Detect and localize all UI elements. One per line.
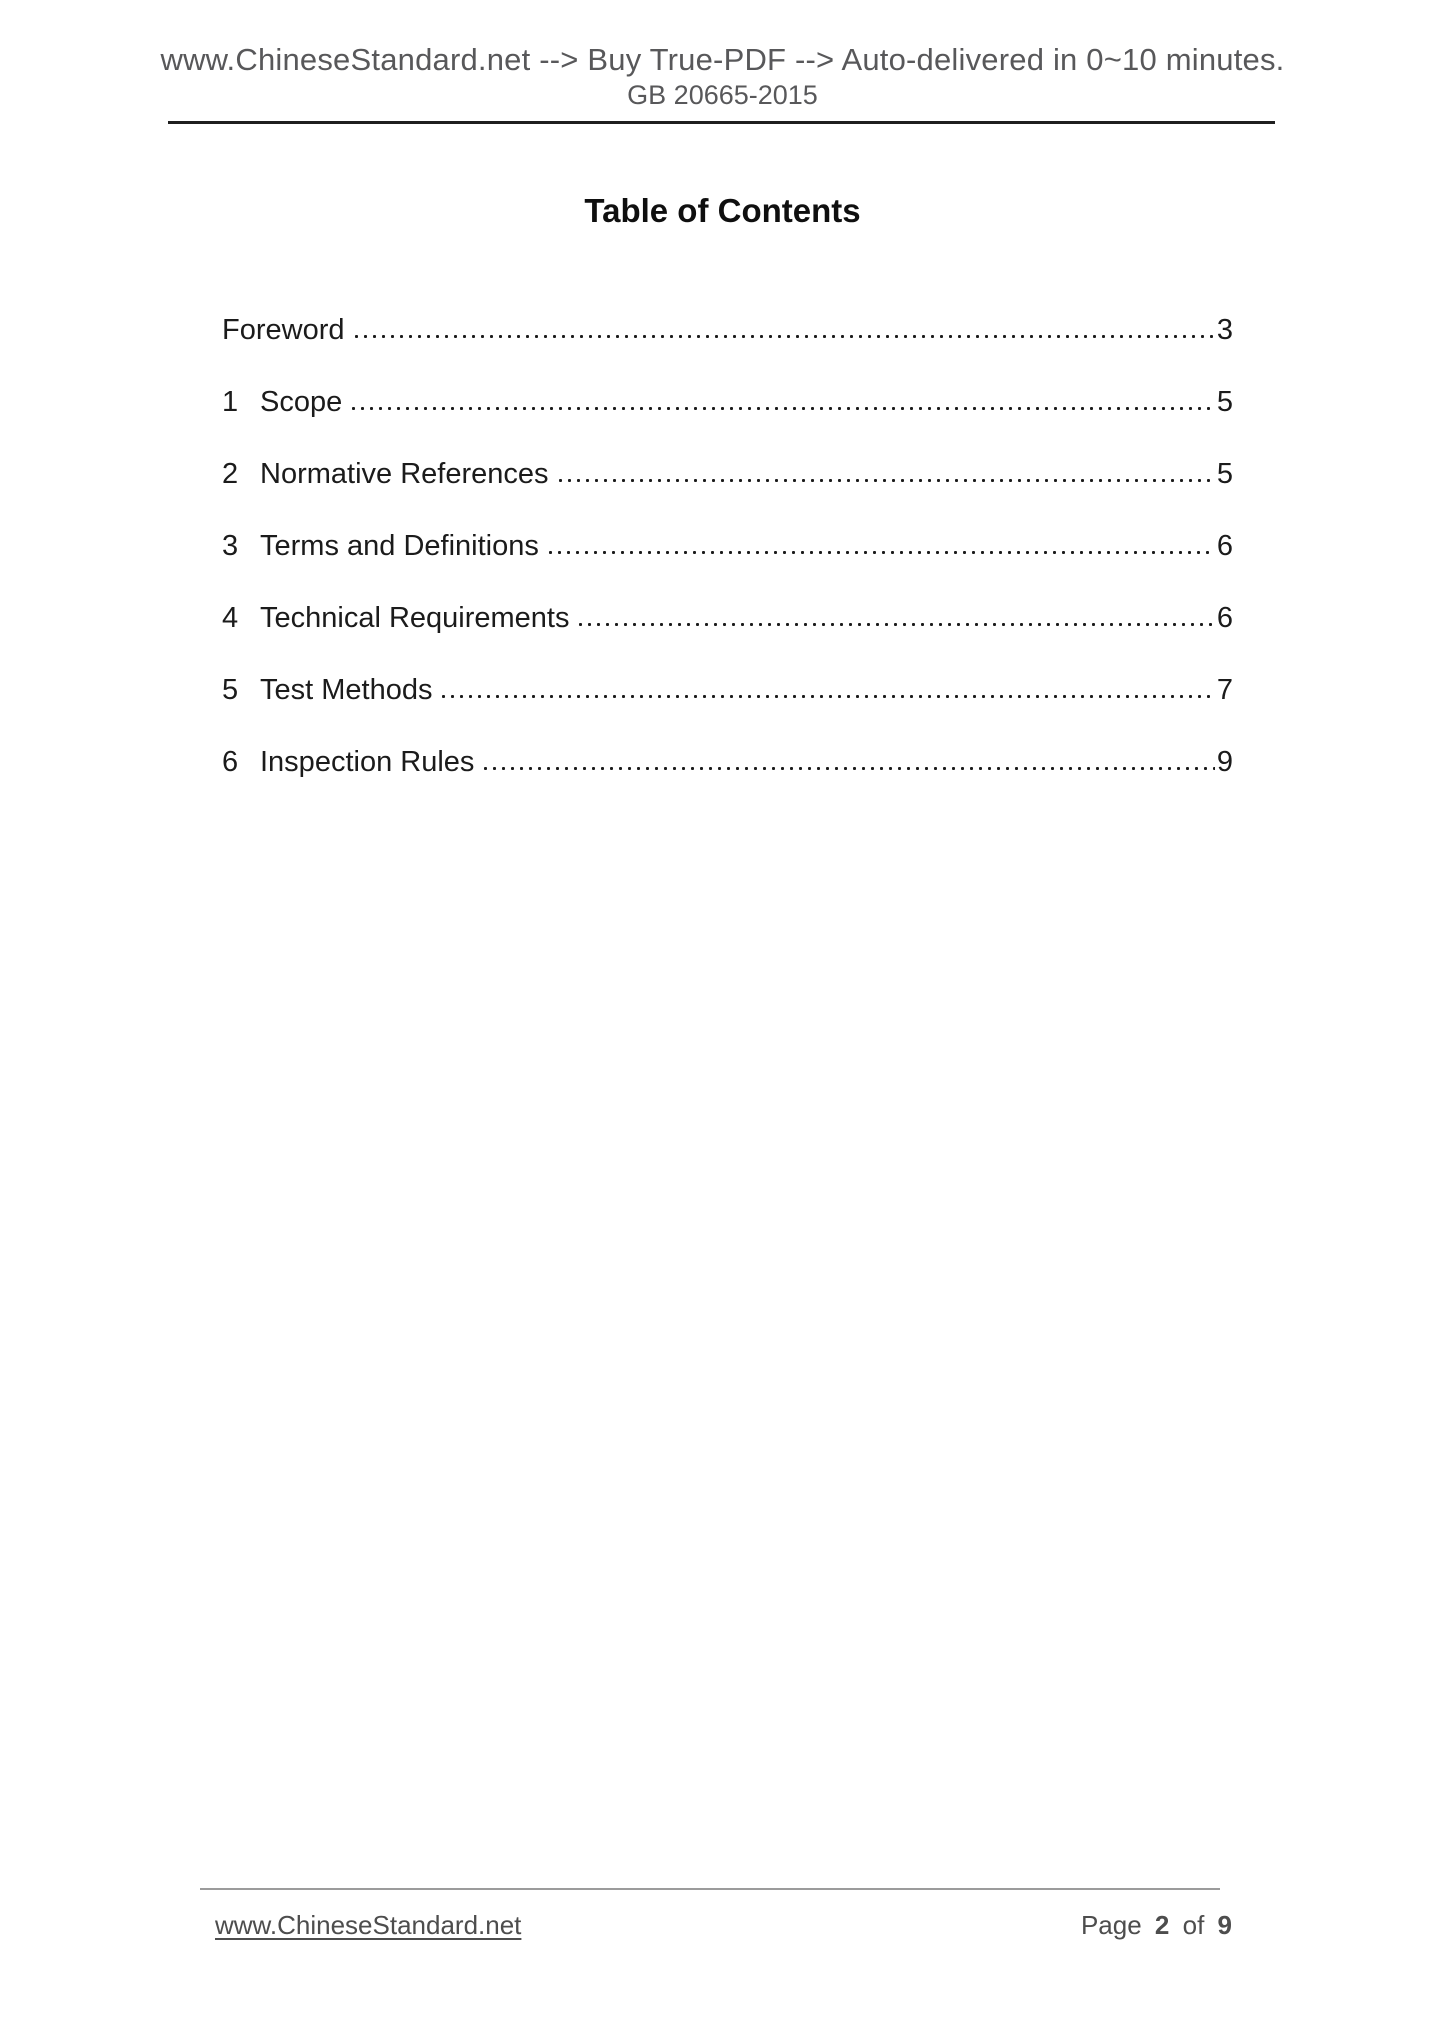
footer-site-link[interactable]: www.ChineseStandard.net	[215, 1910, 522, 1940]
footer-divider	[200, 1888, 1220, 1890]
standard-code: GB 20665-2015	[627, 80, 818, 110]
toc-section-number: 3	[222, 530, 239, 562]
toc-page-number: 3	[1216, 314, 1233, 346]
page-indicator-total: 9	[1217, 1910, 1232, 1940]
toc-section-number: 6	[222, 746, 239, 778]
dot-leader	[439, 694, 1214, 699]
page-indicator-prefix: Page	[1080, 1910, 1142, 1940]
page-title: Table of Contents	[584, 192, 861, 229]
dot-leader	[546, 550, 1215, 555]
toc-row[interactable]	[222, 744, 1233, 780]
toc-row[interactable]	[222, 456, 1233, 492]
toc-row[interactable]	[222, 528, 1233, 564]
toc-entry-label: Normative References	[260, 458, 549, 490]
toc-entry-label: Test Methods	[260, 674, 433, 706]
toc-page-number: 9	[1216, 746, 1233, 778]
toc-page-number: 5	[1216, 386, 1233, 418]
toc-page-number: 7	[1216, 674, 1233, 706]
toc-row[interactable]	[222, 384, 1233, 420]
page-indicator	[1081, 1910, 1232, 1941]
dot-leader	[352, 334, 1215, 339]
header-promo-text: www.ChineseStandard.net --> Buy True-PDF --> Auto-delivered in 0~10 minutes.	[160, 42, 1285, 77]
page-indicator-of: of	[1182, 1910, 1205, 1940]
toc-section-number: 1	[222, 386, 239, 418]
toc-section-number: 4	[222, 602, 239, 634]
toc-entry-label: Foreword	[222, 314, 345, 346]
table-of-contents	[222, 312, 1233, 816]
dot-leader	[349, 406, 1215, 411]
dot-leader	[556, 478, 1215, 483]
toc-row[interactable]	[222, 672, 1233, 708]
toc-page-number: 6	[1216, 530, 1233, 562]
toc-entry-label: Inspection Rules	[260, 746, 475, 778]
toc-entry-label: Terms and Definitions	[260, 530, 539, 562]
dot-leader	[481, 766, 1214, 771]
toc-entry-label: Technical Requirements	[260, 602, 570, 634]
toc-entry-label: Scope	[260, 386, 343, 418]
toc-row[interactable]	[222, 600, 1233, 636]
toc-section-number: 2	[222, 458, 239, 490]
dot-leader	[576, 622, 1214, 627]
header-divider	[168, 121, 1275, 124]
toc-section-number: 5	[222, 674, 239, 706]
toc-row[interactable]	[222, 312, 1233, 348]
page-indicator-current: 2	[1154, 1910, 1170, 1940]
toc-page-number: 5	[1216, 458, 1233, 490]
toc-page-number: 6	[1216, 602, 1233, 634]
